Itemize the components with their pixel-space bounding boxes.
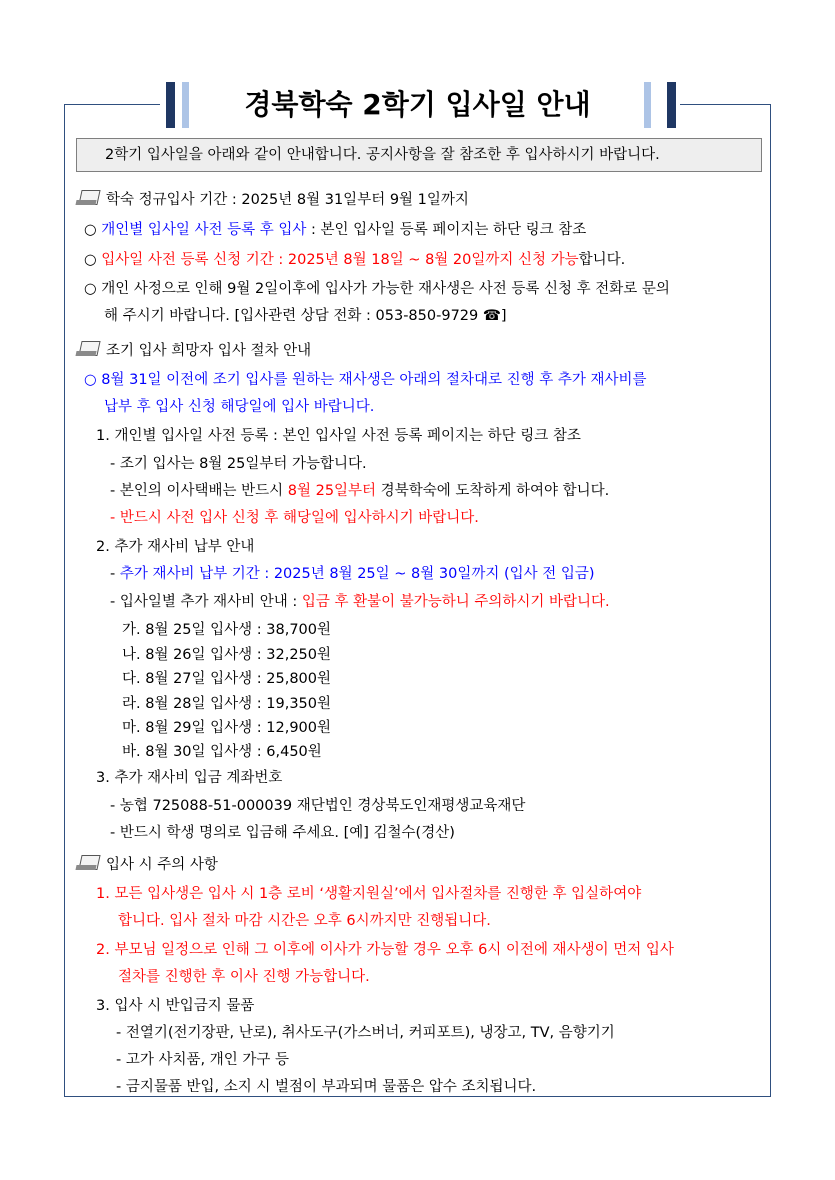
section3-item-3-detail-3: - 금지물품 반입, 소지 시 벌점이 부과되며 물품은 압수 조치됩니다. (116, 1079, 537, 1095)
section2-item-3: 3. 추가 재사비 입금 계좌번호 (96, 770, 283, 786)
page-title: 경북학숙 2학기 입사일 안내 (244, 88, 591, 121)
fee-row: 라. 8월 28일 입사생 : 19,350원 (122, 696, 332, 712)
section1-bullet-3: ○ 개인 사정으로 인해 9월 2일이후에 입사가 가능한 재사생은 사전 등록 신청 후 전화로 문의 (84, 281, 670, 297)
title-bar-left-dark (166, 82, 175, 128)
fee-row: 다. 8월 27일 입사생 : 25,800원 (122, 671, 332, 687)
section2-item-2: 2. 추가 재사비 납부 안내 (96, 539, 255, 555)
memo-icon (76, 855, 98, 871)
fee-row: 가. 8월 25일 입사생 : 38,700원 (122, 622, 332, 638)
section3-item-3-detail-2: - 고가 사치품, 개인 가구 등 (116, 1052, 289, 1068)
intro-box: 2학기 입사일을 아래와 같이 안내합니다. 공지사항을 잘 참조한 후 입사하시기 바랍니다. (76, 138, 762, 172)
section1-bullet-3-cont: 해 주시기 바랍니다. [입사관련 상담 전화 : 053-850-9729 ☎] (104, 308, 507, 324)
section1-bullet-1: ○ 개인별 입사일 사전 등록 후 입사 : 본인 입사일 등록 페이지는 하단 링크 참조 (84, 222, 587, 238)
section3-item-1: 1. 모든 입사생은 입사 시 1층 로비 ‘생활지원실’에서 입사절차를 진행한 후 입실하여야 (96, 886, 642, 902)
section3-item-2: 2. 부모님 일정으로 인해 그 이후에 이사가 가능할 경우 오후 6시 이전에 재사생이 먼저 입사 (96, 942, 674, 958)
section2-item-2-detail-1: - 추가 재사비 납부 기간 : 2025년 8월 25일 ~ 8월 30일까지 (입사 전 입금) (110, 566, 595, 582)
memo-icon (76, 341, 98, 357)
fee-row: 바. 8월 30일 입사생 : 6,450원 (122, 744, 322, 760)
section3-item-2-cont: 절차를 진행한 후 이사 진행 가능합니다. (118, 969, 370, 985)
section3-heading: 입사 시 주의 사항 (106, 857, 218, 873)
section2-item-1-detail-2: - 본인의 이사택배는 반드시 8월 25일부터 경북학숙에 도착하게 하여야 합니다. (110, 483, 610, 499)
section2-item-3-detail-2: - 반드시 학생 명의로 입금해 주세요. [예] 김철수(경산) (110, 825, 455, 841)
title-bar-left-light (182, 82, 189, 128)
title-bar-right-dark (667, 82, 676, 128)
section2-bullet-1: ○ 8월 31일 이전에 조기 입사를 원하는 재사생은 아래의 절차대로 진행 후 추가 재사비를 (84, 372, 647, 388)
fee-row: 나. 8월 26일 입사생 : 32,250원 (122, 647, 332, 663)
section3-item-3: 3. 입사 시 반입금지 물품 (96, 998, 255, 1014)
title-bar-right-light (644, 82, 651, 128)
section2-item-1-detail-3: - 반드시 사전 입사 신청 후 해당일에 입사하시기 바랍니다. (110, 510, 479, 526)
section3-item-1-cont: 합니다. 입사 절차 마감 시간은 오후 6시까지만 진행됩니다. (118, 913, 491, 929)
section3-item-3-detail-1: - 전열기(전기장판, 난로), 취사도구(가스버너, 커피포트), 냉장고, TV, 음향기기 (116, 1025, 615, 1041)
section2-heading: 조기 입사 희망자 입사 절차 안내 (106, 343, 312, 359)
section2-item-1: 1. 개인별 입사일 사전 등록 : 본인 입사일 사전 등록 페이지는 하단 링크 참조 (96, 428, 581, 444)
section2-bullet-1-cont: 납부 후 입사 신청 해당일에 입사 바랍니다. (104, 399, 375, 415)
memo-icon (76, 190, 98, 206)
section2-item-2-detail-2: - 입사일별 추가 재사비 안내 : 입금 후 환불이 불가능하니 주의하시기 바랍니다. (110, 594, 610, 610)
section1-heading: 학숙 정규입사 기간 : 2025년 8월 31일부터 9월 1일까지 (106, 192, 469, 208)
section1-bullet-2: ○ 입사일 사전 등록 신청 기간 : 2025년 8월 18일 ~ 8월 20일까지 신청 가능합니다. (84, 252, 626, 268)
section2-item-3-detail-1: - 농협 725088-51-000039 재단법인 경상북도인재평생교육재단 (110, 798, 526, 814)
fee-row: 마. 8월 29일 입사생 : 12,900원 (122, 720, 332, 736)
section2-item-1-detail-1: - 조기 입사는 8월 25일부터 가능합니다. (110, 456, 367, 472)
